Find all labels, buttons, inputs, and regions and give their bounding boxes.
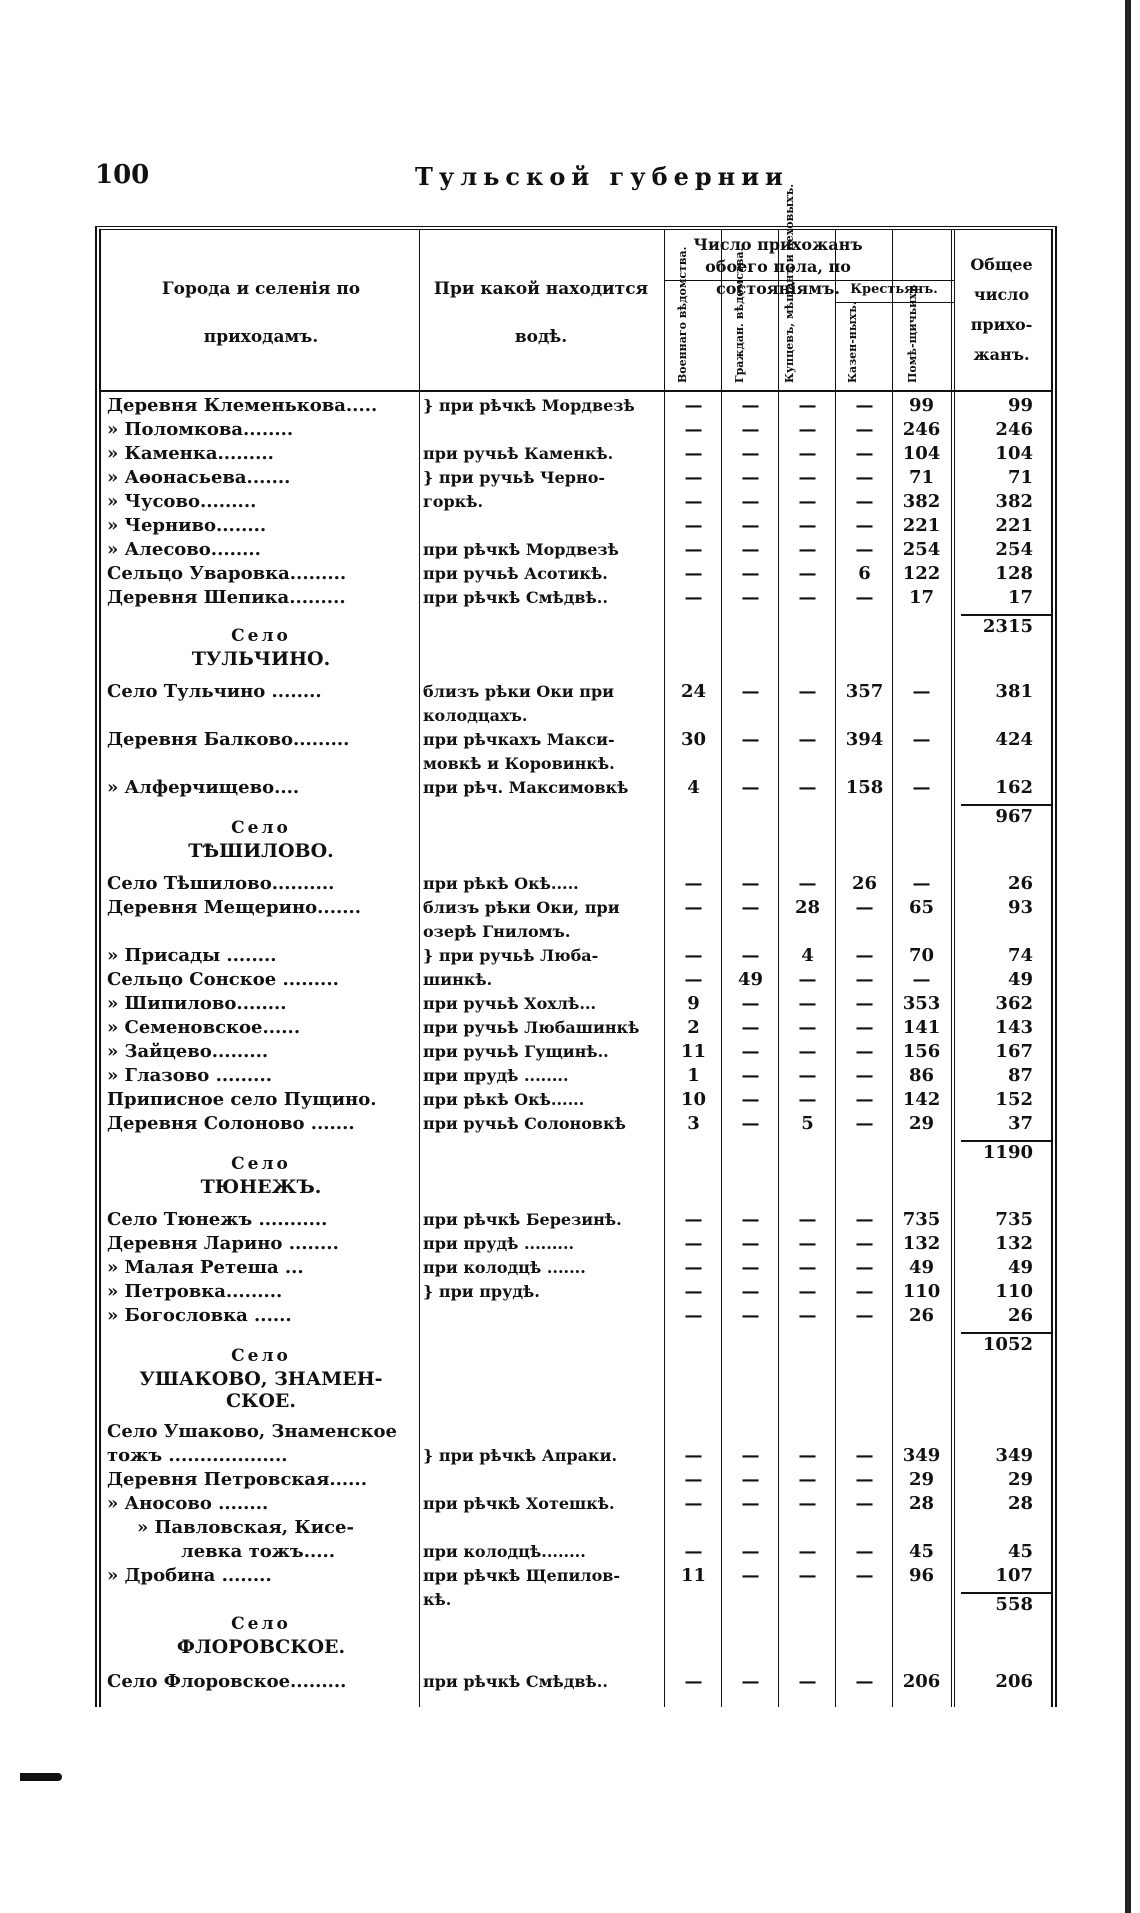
table-row: Деревня Балково......... при рѣчкахъ Макси- 30 — — 394 — 424 (107, 729, 1033, 750)
table-row: » Семеновское...... при ручьѣ Любашинкѣ 2 — — — 141 143 (107, 1017, 1033, 1038)
place-continuation: Село Ушаково, Знаменское (107, 1421, 397, 1442)
subtotal: 1190 (961, 1140, 1051, 1163)
running-head: Тульской губернии (415, 162, 789, 191)
table-header (101, 183, 1051, 392)
page-number: 100 (95, 160, 150, 190)
header-group: Число прихожанъ обоего пола, по состояніямъ. (693, 235, 863, 298)
water-continuation: кѣ. (423, 1590, 452, 1609)
section-title: Село (231, 626, 291, 646)
table-row: Приписное село Пущино. при рѣкѣ Окѣ...... 10 — — — 142 152 (107, 1089, 1033, 1110)
section-name: ТУЛЬЧИНО. (191, 648, 331, 670)
table-row: » Аносово ........ при рѣчкѣ Хотешкѣ. — — — — 28 28 (107, 1493, 1033, 1514)
header-civil: Граждан. вѣдомства. (733, 247, 746, 383)
section-name: ТѢШИЛОВО. (188, 840, 334, 862)
table-row: » Алферчищево.... при рѣч. Максимовкѣ 4 — — 158 — 162 (107, 777, 1033, 798)
table-row: Деревня Солоново ....... при ручьѣ Солоновкѣ 3 — 5 — 29 37 (107, 1113, 1033, 1134)
table-row: » Глазово ......... при прудѣ ........ 1 — — — 86 87 (107, 1065, 1033, 1086)
table-row: Деревня Петровская...... — — — — 29 29 (107, 1469, 1033, 1490)
section-name: ТЮНЕЖЪ. (200, 1176, 322, 1198)
table-row: » Присады ........ } при ручьѣ Люба- — — 4 — 70 74 (107, 945, 1033, 966)
header-peasants: Крестьянъ. (850, 282, 938, 297)
page-edge-bar (1125, 0, 1131, 1913)
subtotal: 1052 (961, 1332, 1051, 1355)
water-continuation: колодцахъ. (423, 706, 528, 725)
table-row: » Малая Ретеша ... при колодцѣ ....... — — — — 49 49 (107, 1257, 1033, 1278)
header-water: При какой находится водѣ. (433, 279, 649, 347)
subtotal: 2315 (961, 614, 1051, 637)
subtotal: 558 (961, 1592, 1051, 1615)
table-row: » Дробина ........ при рѣчкѣ Щепилов- 11 — — — 96 107 (107, 1565, 1033, 1586)
table-row: » Чусово......... горкѣ. — — — — 382 382 (107, 491, 1033, 512)
table-row: » Каменка......... при ручьѣ Каменкѣ. — — — — 104 104 (107, 443, 1033, 464)
table-row: » Черниво........ — — — — 221 221 (107, 515, 1033, 536)
table-row: » Аѳонасьева....... } при ручьѣ Черно- — — — — 71 71 (107, 467, 1033, 488)
section-name: ФЛОРОВСКОЕ. (176, 1636, 346, 1658)
header-state: Казен-ныхъ. (846, 301, 859, 383)
header-group-rule (664, 280, 954, 281)
water-continuation: мовкѣ и Коровинкѣ. (423, 754, 615, 773)
page-header (95, 160, 1045, 200)
table-row: тожъ ................... } при рѣчкѣ Апраки. — — — — 349 349 (107, 1445, 1033, 1466)
table-row: Село Тульчино ........ близъ рѣки Оки при 24 — — 357 — 381 (107, 681, 1033, 702)
table-row: Деревня Шепика......... при рѣчкѣ Смѣдвѣ.. — — — — 17 17 (107, 587, 1033, 608)
water-continuation: озерѣ Гниломъ. (423, 922, 571, 941)
table-row: Сельцо Уваровка......... при ручьѣ Асотикѣ. — — — 6 122 128 (107, 563, 1033, 584)
header-place: Города и селенія по приходамъ. (161, 279, 361, 347)
header-merchants: Купцевъ, мѣщанъ и цеховыхъ. (783, 183, 796, 383)
scan-mark (20, 1773, 62, 1781)
table-row: Сельцо Сонское ......... шинкѣ. — 49 — — — 49 (107, 969, 1033, 990)
table-row: Село Тюнежъ ........... при рѣчкѣ Березинѣ. — — — — 735 735 (107, 1209, 1033, 1230)
parish-table (95, 183, 1057, 1707)
table-row: Деревня Ларино ........ при прудѣ ......... — — — — 132 132 (107, 1233, 1033, 1254)
header-military: Военнаго вѣдомства. (676, 246, 689, 383)
section-title: Село (231, 818, 291, 838)
table-row: » Поломкова........ — — — — 246 246 (107, 419, 1033, 440)
subtotal: 967 (961, 804, 1051, 827)
header-total: Общее число прихо-жанъ. (970, 255, 1033, 364)
header-landlord: Помѣ-щичьихъ (906, 284, 919, 383)
section-title: Село (231, 1614, 291, 1634)
table-row: Село Флоровское......... при рѣчкѣ Смѣдвѣ.. — — — — 206 206 (107, 1671, 1033, 1692)
table-row: » Шипилово........ при ручьѣ Хохлѣ... 9 — — — 353 362 (107, 993, 1033, 1014)
table-row: Деревня Мещерино....... близъ рѣки Оки, при — — 28 — 65 93 (107, 897, 1033, 918)
table-row: левка тожъ..... при колодцѣ........ — — — — 45 45 (181, 1541, 1033, 1562)
section-name: УШАКОВО, ЗНАМЕН-СКОЕ. (139, 1368, 383, 1412)
section-title: Село (231, 1154, 291, 1174)
table-row: » Зайцево......... при ручьѣ Гущинѣ.. 11 — — — 156 167 (107, 1041, 1033, 1062)
section-title: Село (231, 1346, 291, 1366)
place-continuation: » Павловская, Кисе- (137, 1517, 354, 1538)
table-row: Село Тѣшилово.......... при рѣкѣ Окѣ..... — — — 26 — 26 (107, 873, 1033, 894)
table-row: » Алесово........ при рѣчкѣ Мордвезѣ — — — — 254 254 (107, 539, 1033, 560)
table-row: Деревня Клеменькова..... } при рѣчкѣ Мордвезѣ — — — — 99 99 (107, 395, 1033, 416)
table-row: » Богословка ...... — — — — 26 26 (107, 1305, 1033, 1326)
table-row: » Петровка......... } при прудѣ. — — — — 110 110 (107, 1281, 1033, 1302)
